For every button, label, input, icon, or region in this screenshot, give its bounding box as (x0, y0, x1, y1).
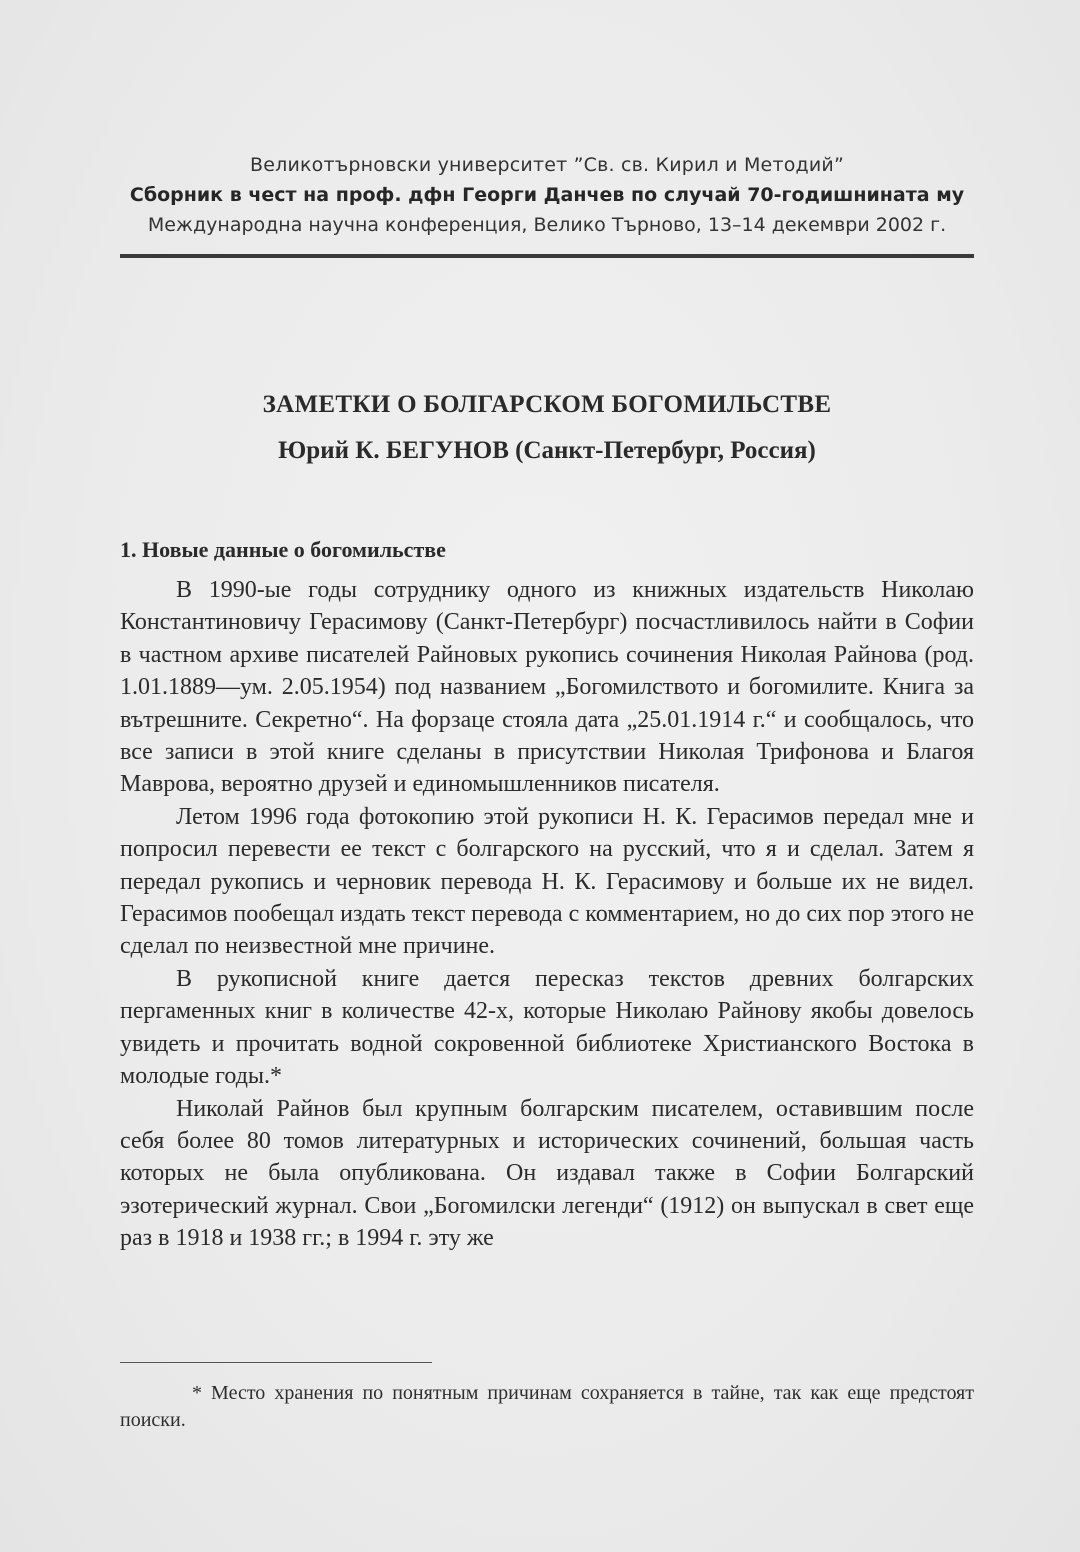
header-collection: Сборник в чест на проф. дфн Георги Данчев по случай 70-годишнината му (129, 184, 965, 206)
running-header (120, 150, 974, 240)
paragraph: В 1990-ые годы сотруднику одного из книжных издательств Николаю Константиновичу Герасимову (Санкт-Петербург) посчастливилось найти в Софии в частном архиве писателей Райновых рукопись сочинения Николая Райнова (род. 1.01.1889—ум. 2.05.1954) под названием „Богомилството и богомилите. Книга за вътрешните. Секретно“. На форзаце стояла дата „25.01.1914 г.“ и сообщалось, что все записи в этой книге сделаны в присутствии Николая Трифонова и Благоя Маврова, вероятно друзей и единомышленников писателя. (120, 577, 974, 798)
header-divider (120, 254, 974, 258)
footnote: * Место хранения по понятным причинам сохраняется в тайне, так как еще предстоят поиски. (120, 1382, 974, 1431)
body-text (120, 574, 974, 1255)
paragraph: Николай Райнов был крупным болгарским писателем, оставившим после себя более 80 томов литературных и исторических сочинений, большая часть которых не была опубликована. Он издавал также в Софии Болгарский эзотерический журнал. Свои „Богомилски легенди“ (1912) он выпускал в свет еще раз в 1918 и 1938 гг.; в 1994 г. эту же (120, 1095, 974, 1252)
header-university: Великотърновски университет ”Св. св. Кирил и Методий” (249, 154, 845, 176)
paragraph: В рукописной книге дается пересказ текстов древних болгарских пергаменных книг в количестве 42-х, которые Николаю Райнову якобы довелось увидеть и прочитать водной сокровенной библиотеке Христианского Востока в молодые годы.* (120, 965, 974, 1090)
section-heading: 1. Новые данные о богомильстве (120, 537, 446, 562)
paragraph: Летом 1996 года фотокопию этой рукописи Н. К. Герасимов передал мне и попросил перевести ее текст с болгарского на русский, что я и сделал. Затем я передал рукопись и черновик перевода Н. К. Герасимову и больше их не видел. Герасимов пообещал издать текст перевода с комментарием, но до сих пор этого не сделал по неизвестной мне причине. (120, 803, 974, 960)
article-heading (120, 385, 974, 471)
header-conference: Международна научна конференция, Велико Търново, 13–14 декември 2002 г. (147, 214, 947, 236)
article-author: Юрий К. БЕГУНОВ (Санкт-Петербург, Россия) (278, 437, 816, 464)
article-title: ЗАМЕТКИ О БОЛГАРСКОМ БОГОМИЛЬСТВЕ (262, 391, 832, 418)
footnote-divider (120, 1362, 432, 1363)
